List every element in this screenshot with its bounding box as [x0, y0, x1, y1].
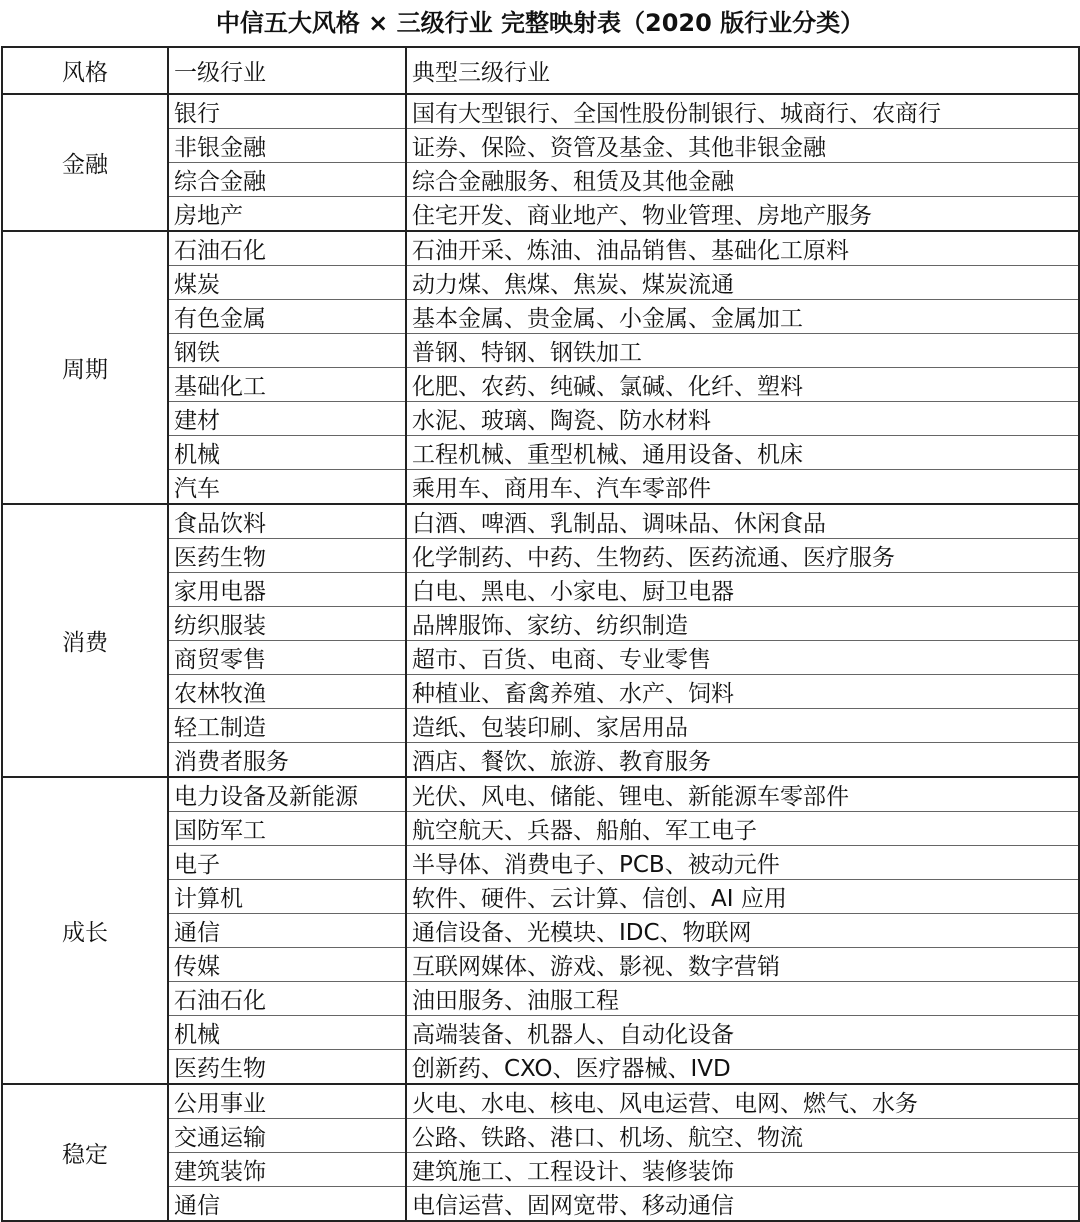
subindustry-cell: 石油开采、炼油、油品销售、基础化工原料	[406, 231, 1079, 266]
subindustry-cell: 基本金属、贵金属、小金属、金属加工	[406, 300, 1079, 334]
industry-cell: 家用电器	[168, 573, 406, 607]
style-cell: 消费	[2, 504, 168, 777]
industry-cell: 通信	[168, 1187, 406, 1222]
industry-cell: 汽车	[168, 470, 406, 505]
table-body	[2, 94, 1079, 1221]
table-row	[2, 1084, 1079, 1119]
subindustry-cell: 高端装备、机器人、自动化设备	[406, 1016, 1079, 1050]
industry-cell: 医药生物	[168, 539, 406, 573]
subindustry-cell: 创新药、CXO、医疗器械、IVD	[406, 1050, 1079, 1085]
industry-cell: 食品饮料	[168, 504, 406, 539]
subindustry-cell: 水泥、玻璃、陶瓷、防水材料	[406, 402, 1079, 436]
table-title: 中信五大风格 × 三级行业 完整映射表（2020 版行业分类）	[215, 9, 865, 37]
subindustry-cell: 种植业、畜禽养殖、水产、饲料	[406, 675, 1079, 709]
subindustry-cell: 综合金融服务、租赁及其他金融	[406, 163, 1079, 197]
industry-cell: 国防军工	[168, 812, 406, 846]
subindustry-cell: 火电、水电、核电、风电运营、电网、燃气、水务	[406, 1084, 1079, 1119]
subindustry-cell: 航空航天、兵器、船舶、军工电子	[406, 812, 1079, 846]
subindustry-cell: 酒店、餐饮、旅游、教育服务	[406, 743, 1079, 778]
subindustry-cell: 工程机械、重型机械、通用设备、机床	[406, 436, 1079, 470]
subindustry-cell: 超市、百货、电商、专业零售	[406, 641, 1079, 675]
subindustry-cell: 国有大型银行、全国性股份制银行、城商行、农商行	[406, 94, 1079, 129]
subindustry-cell: 电信运营、固网宽带、移动通信	[406, 1187, 1079, 1222]
industry-cell: 公用事业	[168, 1084, 406, 1119]
industry-cell: 非银金融	[168, 129, 406, 163]
column-header-style: 风格	[2, 47, 168, 94]
industry-cell: 电力设备及新能源	[168, 777, 406, 812]
column-header-industry: 一级行业	[168, 47, 406, 94]
industry-cell: 石油石化	[168, 231, 406, 266]
subindustry-cell: 光伏、风电、储能、锂电、新能源车零部件	[406, 777, 1079, 812]
style-cell: 成长	[2, 777, 168, 1084]
column-header-subindustry: 典型三级行业	[406, 47, 1079, 94]
subindustry-cell: 动力煤、焦煤、焦炭、煤炭流通	[406, 266, 1079, 300]
style-cell: 金融	[2, 94, 168, 231]
industry-cell: 机械	[168, 436, 406, 470]
industry-cell: 通信	[168, 914, 406, 948]
industry-cell: 石油石化	[168, 982, 406, 1016]
subindustry-cell: 普钢、特钢、钢铁加工	[406, 334, 1079, 368]
subindustry-cell: 化学制药、中药、生物药、医药流通、医疗服务	[406, 539, 1079, 573]
style-cell: 稳定	[2, 1084, 168, 1221]
subindustry-cell: 半导体、消费电子、PCB、被动元件	[406, 846, 1079, 880]
industry-cell: 建材	[168, 402, 406, 436]
industry-cell: 医药生物	[168, 1050, 406, 1085]
subindustry-cell: 乘用车、商用车、汽车零部件	[406, 470, 1079, 505]
subindustry-cell: 造纸、包装印刷、家居用品	[406, 709, 1079, 743]
industry-cell: 轻工制造	[168, 709, 406, 743]
industry-cell: 钢铁	[168, 334, 406, 368]
subindustry-cell: 建筑施工、工程设计、装修装饰	[406, 1153, 1079, 1187]
subindustry-cell: 证券、保险、资管及基金、其他非银金融	[406, 129, 1079, 163]
industry-cell: 消费者服务	[168, 743, 406, 778]
subindustry-cell: 化肥、农药、纯碱、氯碱、化纤、塑料	[406, 368, 1079, 402]
style-cell: 周期	[2, 231, 168, 504]
table-row	[2, 231, 1079, 266]
industry-cell: 农林牧渔	[168, 675, 406, 709]
mapping-table	[1, 46, 1080, 1222]
industry-cell: 纺织服装	[168, 607, 406, 641]
industry-cell: 银行	[168, 94, 406, 129]
subindustry-cell: 品牌服饰、家纺、纺织制造	[406, 607, 1079, 641]
subindustry-cell: 通信设备、光模块、IDC、物联网	[406, 914, 1079, 948]
industry-cell: 交通运输	[168, 1119, 406, 1153]
industry-cell: 煤炭	[168, 266, 406, 300]
industry-cell: 建筑装饰	[168, 1153, 406, 1187]
industry-cell: 机械	[168, 1016, 406, 1050]
industry-cell: 商贸零售	[168, 641, 406, 675]
table-row	[2, 504, 1079, 539]
subindustry-cell: 油田服务、油服工程	[406, 982, 1079, 1016]
header-row	[2, 47, 1079, 94]
industry-cell: 综合金融	[168, 163, 406, 197]
subindustry-cell: 白酒、啤酒、乳制品、调味品、休闲食品	[406, 504, 1079, 539]
industry-cell: 传媒	[168, 948, 406, 982]
subindustry-cell: 互联网媒体、游戏、影视、数字营销	[406, 948, 1079, 982]
industry-cell: 基础化工	[168, 368, 406, 402]
subindustry-cell: 住宅开发、商业地产、物业管理、房地产服务	[406, 197, 1079, 232]
subindustry-cell: 公路、铁路、港口、机场、航空、物流	[406, 1119, 1079, 1153]
table-row	[2, 777, 1079, 812]
table-row	[2, 94, 1079, 129]
industry-cell: 有色金属	[168, 300, 406, 334]
subindustry-cell: 软件、硬件、云计算、信创、AI 应用	[406, 880, 1079, 914]
industry-cell: 房地产	[168, 197, 406, 232]
industry-cell: 电子	[168, 846, 406, 880]
industry-cell: 计算机	[168, 880, 406, 914]
subindustry-cell: 白电、黑电、小家电、厨卫电器	[406, 573, 1079, 607]
